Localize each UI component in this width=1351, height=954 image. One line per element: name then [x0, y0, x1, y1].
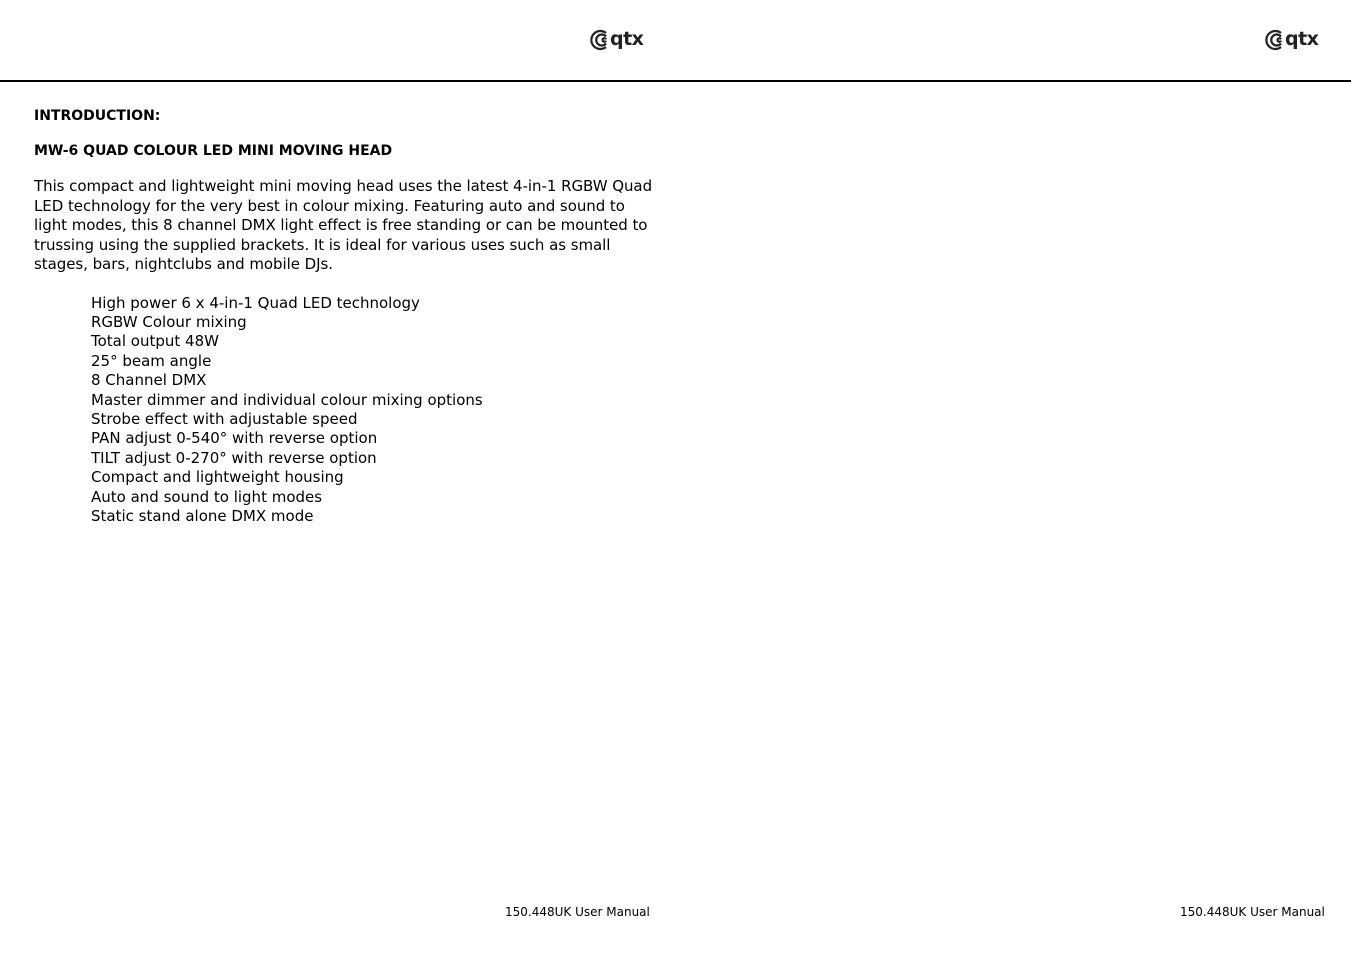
logo-text: qtx [610, 28, 644, 50]
section-heading: INTRODUCTION: [34, 108, 161, 124]
feature-item: Strobe effect with adjustable speed [91, 409, 358, 428]
feature-item: Compact and lightweight housing [91, 468, 344, 487]
qtx-wave-icon [586, 29, 608, 51]
product-title: MW-6 QUAD COLOUR LED MINI MOVING HEAD [34, 143, 393, 159]
introduction-section [34, 106, 654, 526]
feature-item: High power 6 x 4-in-1 Quad LED technology [91, 293, 420, 312]
feature-item: Master dimmer and individual colour mixing options [91, 390, 483, 409]
feature-item: TILT adjust 0-270° with reverse option [91, 448, 377, 467]
intro-paragraph: This compact and lightweight mini moving head uses the latest 4-in-1 RGBW Quad LED technology for the very best in colour mixing. Featuring auto and sound to light modes, this 8 channel DMX light effect is free standing or can be mounted to trussing using the supplied brackets. It is ideal for various uses such as small stages, bars, nightclubs and mobile DJs. [34, 177, 653, 273]
qtx-wave-icon [1261, 29, 1283, 51]
qtx-logo [1261, 28, 1318, 52]
feature-item: 8 Channel DMX [91, 371, 207, 390]
header-divider [0, 80, 1351, 82]
qtx-logo [586, 28, 643, 52]
feature-item: 25° beam angle [91, 351, 212, 370]
feature-item: PAN adjust 0-540° with reverse option [91, 429, 378, 448]
footer-manual-label: 150.448UK User Manual [1180, 905, 1325, 919]
footer-manual-label: 150.448UK User Manual [505, 905, 650, 919]
feature-item: Auto and sound to light modes [91, 487, 323, 506]
feature-item: Static stand alone DMX mode [91, 506, 314, 525]
feature-item: RGBW Colour mixing [91, 312, 247, 331]
feature-list [34, 294, 654, 527]
feature-item: Total output 48W [91, 332, 219, 351]
logo-text: qtx [1285, 28, 1319, 50]
